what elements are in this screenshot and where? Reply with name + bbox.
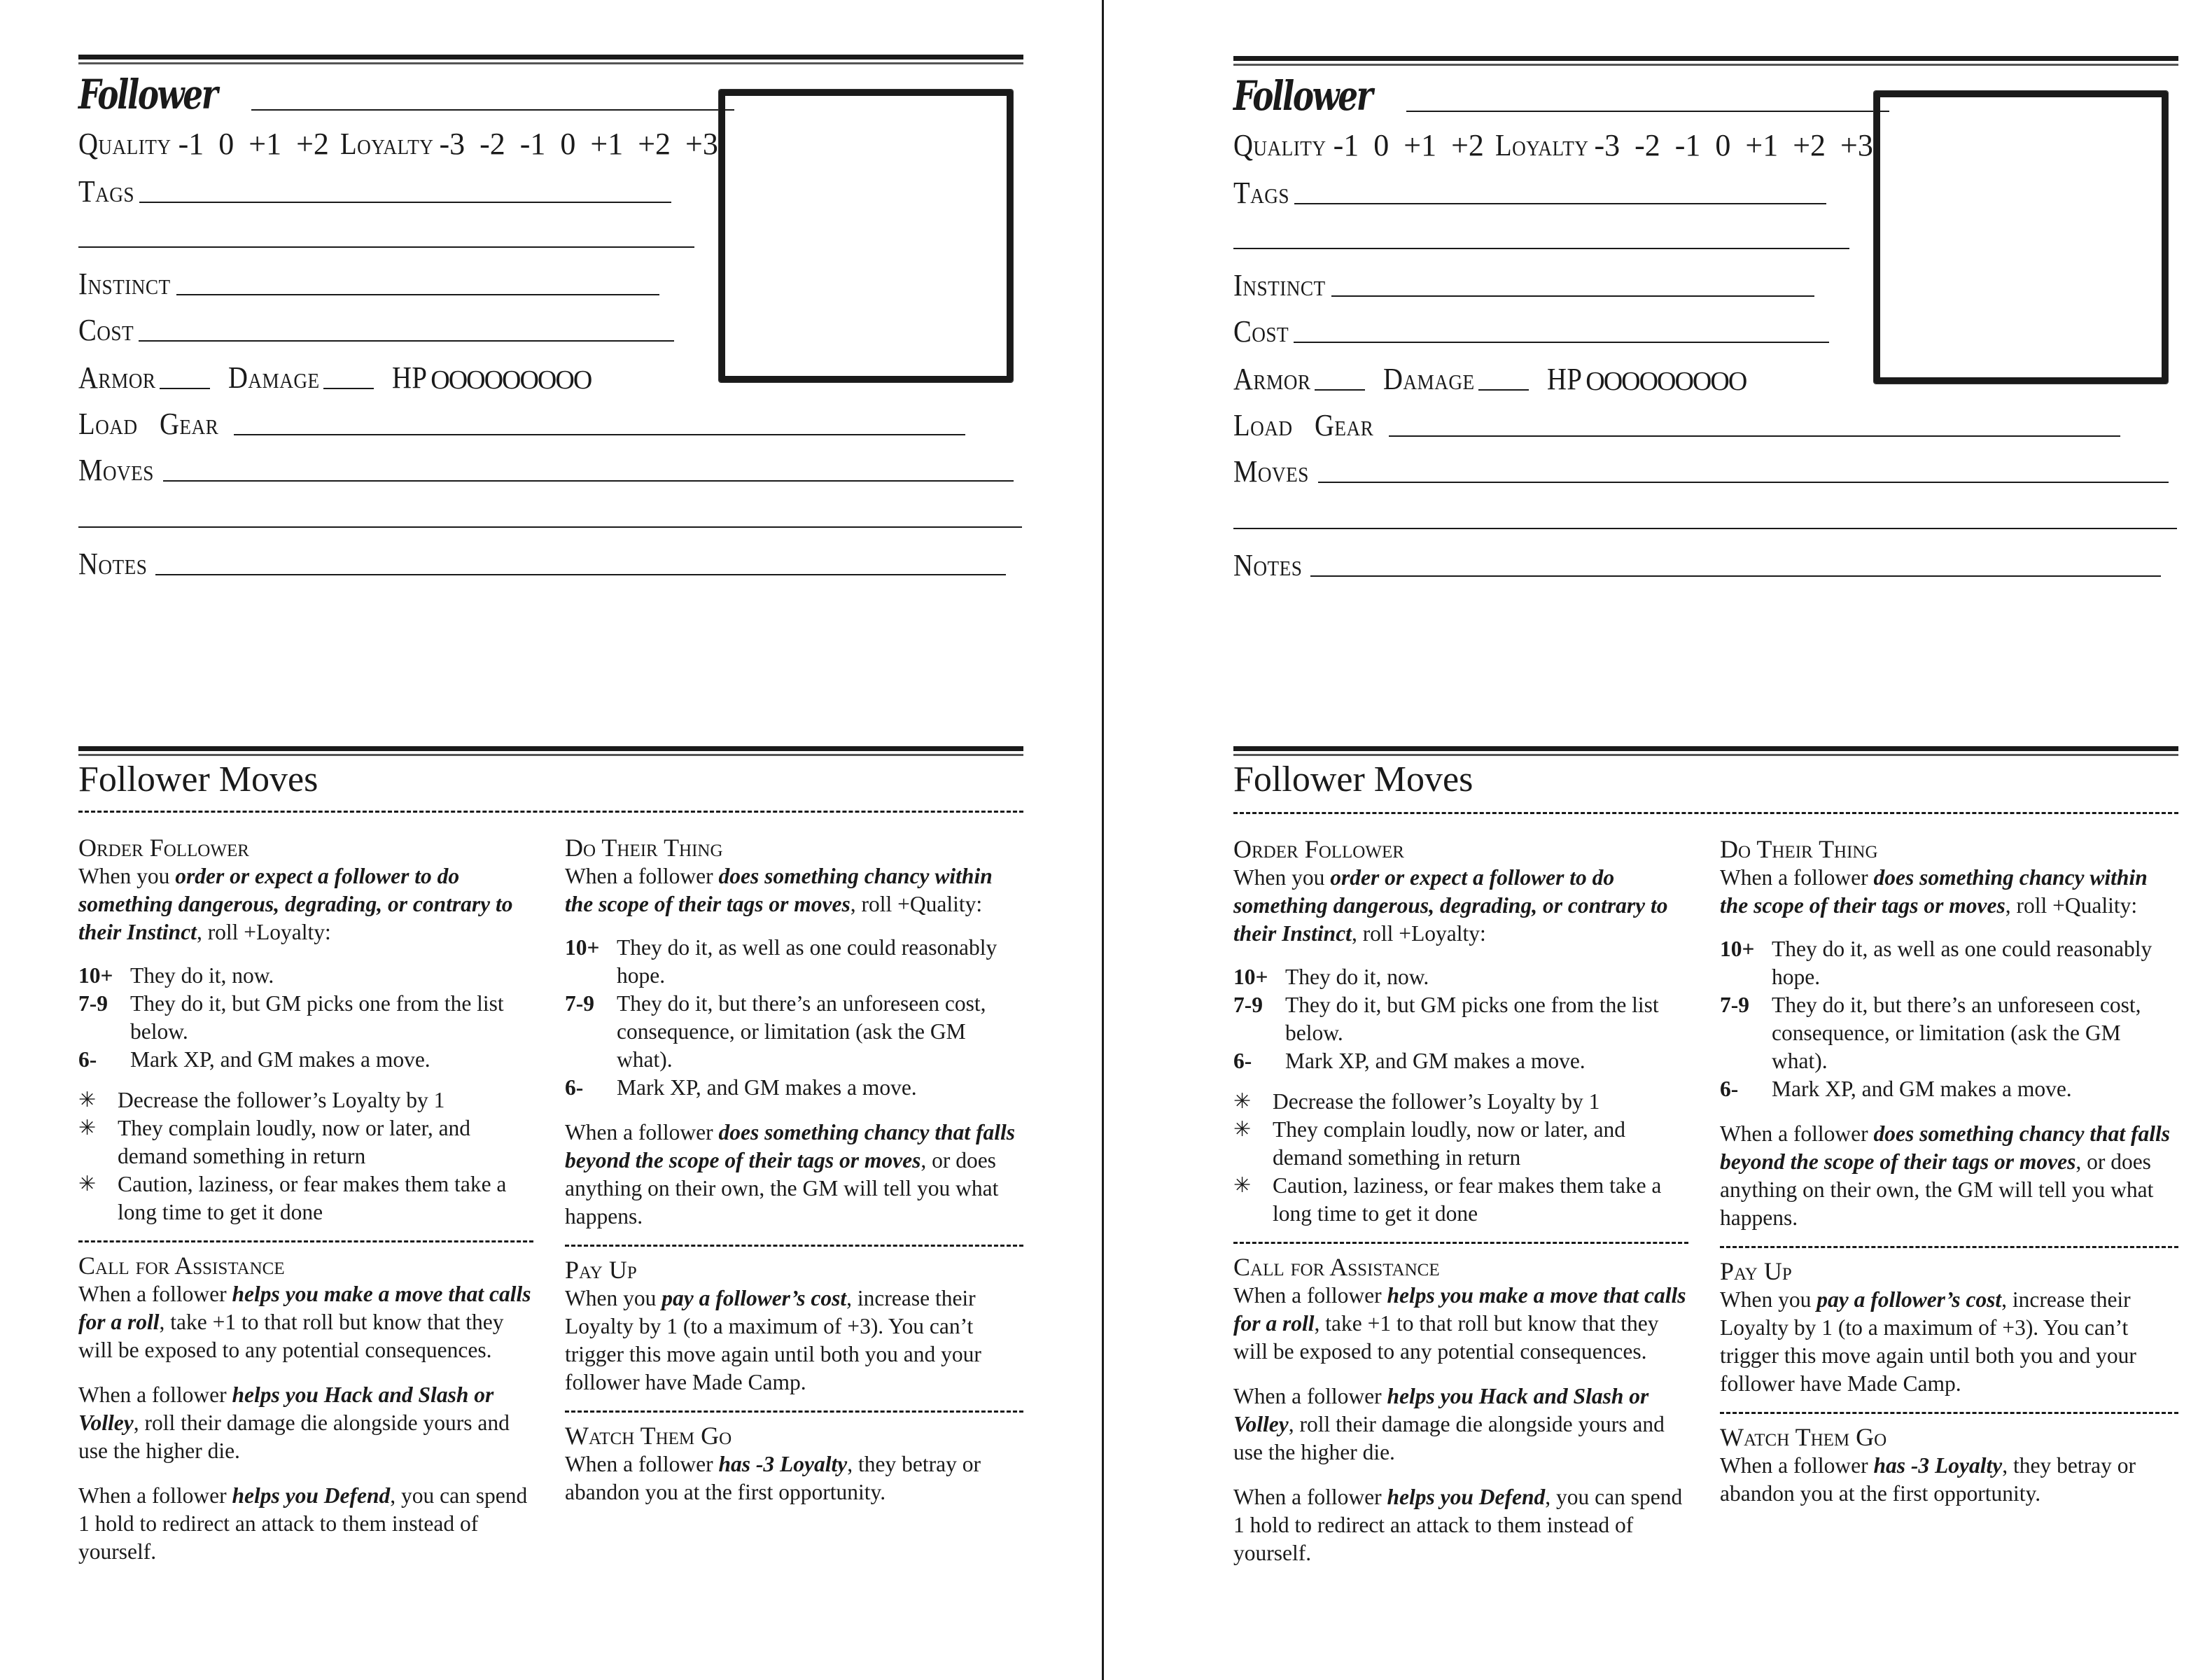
quality-label: Quality <box>1233 128 1326 162</box>
heading-dashed-rule <box>78 811 1023 813</box>
result-row: 10+ They do it, now. <box>1233 965 1429 989</box>
top-double-rule <box>1233 56 2178 69</box>
section-dashed-rule <box>1233 1242 1688 1244</box>
instinct-row <box>1233 267 1814 301</box>
hp-checkboxes[interactable]: OOOOOOOOO <box>430 365 592 395</box>
moves-field-2[interactable] <box>1233 527 2177 529</box>
tags-row <box>78 174 671 207</box>
do-their-thing-beyond-text: When a follower does something chancy that falls beyond the scope of their tags or moves, or does anything on their own, the GM will tell you what happens. <box>565 1120 1016 1228</box>
quality-options[interactable]: -1 0 +1 +2 <box>1333 128 1484 162</box>
quality-options[interactable]: -1 0 +1 +2 <box>178 127 329 161</box>
tags-label: Tags <box>1233 176 1289 210</box>
instinct-row <box>78 266 659 300</box>
load-label: Load <box>1233 408 1293 442</box>
quality-label: Quality <box>78 127 172 161</box>
instinct-field[interactable] <box>176 293 659 295</box>
moves-field-2[interactable] <box>78 526 1022 528</box>
asterisk-icon: ✳ <box>78 1116 97 1140</box>
follower-moves-heading: Follower Moves <box>78 760 318 799</box>
notes-row <box>1233 547 2161 581</box>
result-row: 10+ They do it, as well as one could reasonably hope. <box>565 935 997 988</box>
do-their-thing-results <box>565 934 1023 1102</box>
follower-name-field[interactable] <box>251 108 734 111</box>
list-item: ✳ Decrease the follower’s Loyalty by 1 <box>78 1086 533 1114</box>
do-their-thing-results <box>1720 935 2178 1103</box>
tags-row-2 <box>78 218 694 252</box>
loyalty-options[interactable]: -3 -2 -1 0 +1 +2 +3 <box>1594 128 1873 162</box>
result-row: 7-9 They do it, but there’s an unforeseen cost, consequence, or limitation (ask the GM what). <box>565 991 986 1072</box>
result-row: 7-9 They do it, but GM picks one from the list below. <box>78 991 504 1044</box>
assist-roll-text: When a follower helps you make a move that calls for a roll, take +1 to that roll but know that they will be exposed to any potential consequences. <box>1233 1283 1686 1364</box>
cost-field[interactable] <box>1294 341 1829 343</box>
portrait-box[interactable] <box>1874 91 2168 384</box>
watch-them-go-title: Watch Them Go <box>1720 1423 1887 1451</box>
do-their-thing-beyond-text: When a follower does something chancy that falls beyond the scope of their tags or moves, or does anything on their own, the GM will tell you what happens. <box>1720 1121 2171 1230</box>
top-double-rule <box>78 55 1023 68</box>
follower-name-row <box>1233 72 1889 120</box>
asterisk-icon: ✳ <box>1233 1090 1252 1113</box>
damage-field[interactable] <box>323 387 374 389</box>
combat-row <box>78 360 591 393</box>
instinct-field[interactable] <box>1331 295 1814 297</box>
do-their-thing-text: When a follower does something chancy within the scope of their tags or moves, roll +Quality: <box>565 864 993 916</box>
asterisk-icon: ✳ <box>1233 1174 1252 1197</box>
load-label: Load <box>78 407 138 441</box>
result-row: 6- Mark XP, and GM makes a move. <box>1720 1077 2072 1101</box>
moves-label: Moves <box>1233 454 1309 489</box>
tags-row <box>1233 175 1826 209</box>
combat-row <box>1233 361 1746 395</box>
hp-label: HP <box>1547 362 1583 396</box>
order-follower-title: Order Follower <box>78 834 249 862</box>
list-item: ✳ Caution, laziness, or fear makes them take a long time to get it done <box>1233 1172 1688 1228</box>
moves-column-1 <box>1233 834 1688 1567</box>
notes-label: Notes <box>78 547 148 581</box>
portrait-box[interactable] <box>719 90 1013 382</box>
follower-moves-heading: Follower Moves <box>1233 760 1474 799</box>
result-row: 10+ They do it, as well as one could reasonably hope. <box>1720 937 2152 989</box>
moves-row-2 <box>78 498 1022 532</box>
pay-up-title: Pay Up <box>1720 1257 1792 1285</box>
moves-double-rule <box>78 746 1023 760</box>
section-dashed-rule <box>565 1245 1023 1247</box>
moves-double-rule <box>1233 746 2178 760</box>
damage-label: Damage <box>227 360 320 395</box>
asterisk-icon: ✳ <box>1233 1118 1252 1141</box>
notes-field[interactable] <box>155 573 1006 575</box>
list-item: ✳ Decrease the follower’s Loyalty by 1 <box>1233 1088 1688 1116</box>
result-row: 6- Mark XP, and GM makes a move. <box>565 1075 917 1100</box>
assist-defend-text: When a follower helps you Defend, you can spend 1 hold to redirect an attack to them instead of yourself. <box>1233 1485 1683 1565</box>
watch-them-go-title: Watch Them Go <box>565 1422 732 1450</box>
gear-field[interactable] <box>1389 435 2120 437</box>
section-dashed-rule <box>78 1240 533 1242</box>
call-for-assistance-title: Call for Assistance <box>1233 1253 1440 1281</box>
armor-field[interactable] <box>160 387 210 389</box>
instinct-label: Instinct <box>1233 268 1326 302</box>
cost-label: Cost <box>78 313 134 347</box>
list-item: ✳ They complain loudly, now or later, and demand something in return <box>1233 1116 1688 1172</box>
assist-roll-text: When a follower helps you make a move that calls for a roll, take +1 to that roll but know that they will be exposed to any potential consequences. <box>78 1282 531 1362</box>
assist-hack-text: When a follower helps you Hack and Slash or Volley, roll their damage die alongside yours and use the higher die. <box>1233 1384 1665 1464</box>
watch-them-go-text: When a follower has -3 Loyalty, they betray or abandon you at the first opportunity. <box>1720 1453 2136 1506</box>
do-their-thing-text: When a follower does something chancy within the scope of their tags or moves, roll +Quality: <box>1720 865 2148 918</box>
notes-row <box>78 546 1006 580</box>
list-item: ✳ They complain loudly, now or later, and demand something in return <box>78 1114 533 1170</box>
tags-field-2[interactable] <box>78 246 694 248</box>
call-for-assistance-title: Call for Assistance <box>78 1252 285 1280</box>
stats-row <box>78 126 718 160</box>
tags-label: Tags <box>78 174 134 209</box>
cost-row <box>1233 314 1829 347</box>
damage-field[interactable] <box>1478 388 1529 391</box>
do-their-thing-title: Do Their Thing <box>1720 835 1878 863</box>
loyalty-label: Loyalty <box>340 127 434 161</box>
tags-field-2[interactable] <box>1233 247 1849 249</box>
follower-name-row <box>78 71 734 118</box>
assist-hack-text: When a follower helps you Hack and Slash or Volley, roll their damage die alongside yours and use the higher die. <box>78 1382 510 1463</box>
do-their-thing-title: Do Their Thing <box>565 834 723 862</box>
armor-field[interactable] <box>1315 388 1365 391</box>
asterisk-icon: ✳ <box>78 1088 97 1112</box>
order-follower-title: Order Follower <box>1233 835 1404 863</box>
asterisk-icon: ✳ <box>78 1172 97 1196</box>
armor-label: Armor <box>78 360 156 395</box>
left-page <box>78 0 1100 1680</box>
order-follower-results <box>1233 963 1688 1075</box>
damage-label: Damage <box>1382 362 1475 396</box>
heading-dashed-rule <box>1233 812 2178 814</box>
notes-field[interactable] <box>1310 575 2161 577</box>
cost-label: Cost <box>1233 314 1289 349</box>
moves-column-2 <box>565 833 1023 1506</box>
load-gear-row <box>1233 407 2120 441</box>
assist-defend-text: When a follower helps you Defend, you can spend 1 hold to redirect an attack to them instead of yourself. <box>78 1483 528 1564</box>
armor-label: Armor <box>1233 362 1311 396</box>
follower-title: Follower <box>1233 72 1372 120</box>
pay-up-text: When you pay a follower’s cost, increase their Loyalty by 1 (to a maximum of +3). You can’t trigger this move again until both you and your follower have Made Camp. <box>1720 1287 2136 1396</box>
order-follower-options <box>1233 1088 1688 1228</box>
result-row: 7-9 They do it, but there’s an unforeseen cost, consequence, or limitation (ask the GM what). <box>1720 993 2141 1073</box>
order-follower-results <box>78 962 533 1074</box>
moves-field[interactable] <box>1318 481 2169 483</box>
list-item: ✳ Caution, laziness, or fear makes them take a long time to get it done <box>78 1170 533 1226</box>
load-gear-row <box>78 406 965 440</box>
result-row: 6- Mark XP, and GM makes a move. <box>1233 1049 1586 1073</box>
tags-row-2 <box>1233 220 1849 253</box>
gear-label: Gear <box>1315 408 1374 442</box>
order-follower-options <box>78 1086 533 1226</box>
cost-row <box>78 312 674 346</box>
result-row: 10+ They do it, now. <box>78 963 274 988</box>
cost-field[interactable] <box>139 340 674 342</box>
section-dashed-rule <box>1720 1246 2178 1248</box>
pay-up-text: When you pay a follower’s cost, increase their Loyalty by 1 (to a maximum of +3). You can’t trigger this move again until both you and your follower have Made Camp. <box>565 1286 981 1394</box>
pay-up-title: Pay Up <box>565 1256 637 1284</box>
order-follower-text: When you order or expect a follower to do something dangerous, degrading, or contrary to their Instinct, roll +Loyalty: <box>1233 865 1668 946</box>
instinct-label: Instinct <box>78 267 171 301</box>
moves-column-1 <box>78 833 533 1566</box>
page-spine-divider <box>1102 0 1104 1680</box>
section-dashed-rule <box>1720 1412 2178 1414</box>
stats-row <box>1233 127 1873 161</box>
gear-field[interactable] <box>234 433 965 435</box>
watch-them-go-text: When a follower has -3 Loyalty, they betray or abandon you at the first opportunity. <box>565 1452 981 1504</box>
notes-label: Notes <box>1233 548 1303 582</box>
right-page <box>1233 0 2205 1680</box>
moves-field[interactable] <box>163 479 1014 482</box>
result-row: 6- Mark XP, and GM makes a move. <box>78 1047 430 1072</box>
loyalty-options[interactable]: -3 -2 -1 0 +1 +2 +3 <box>439 127 718 161</box>
section-dashed-rule <box>565 1410 1023 1413</box>
moves-label: Moves <box>78 453 154 487</box>
gear-label: Gear <box>160 407 219 441</box>
hp-label: HP <box>392 360 428 395</box>
follower-title: Follower <box>78 71 217 118</box>
moves-column-2 <box>1720 834 2178 1508</box>
moves-row <box>1233 454 2169 487</box>
tags-field[interactable] <box>1294 202 1826 204</box>
hp-checkboxes[interactable]: OOOOOOOOO <box>1586 367 1746 396</box>
moves-row-2 <box>1233 500 2177 533</box>
tags-field[interactable] <box>139 201 671 203</box>
order-follower-text: When you order or expect a follower to do something dangerous, degrading, or contrary to their Instinct, roll +Loyalty: <box>78 864 513 944</box>
follower-name-field[interactable] <box>1406 110 1889 112</box>
loyalty-label: Loyalty <box>1494 128 1589 162</box>
moves-row <box>78 452 1014 486</box>
result-row: 7-9 They do it, but GM picks one from the list below. <box>1233 993 1659 1045</box>
